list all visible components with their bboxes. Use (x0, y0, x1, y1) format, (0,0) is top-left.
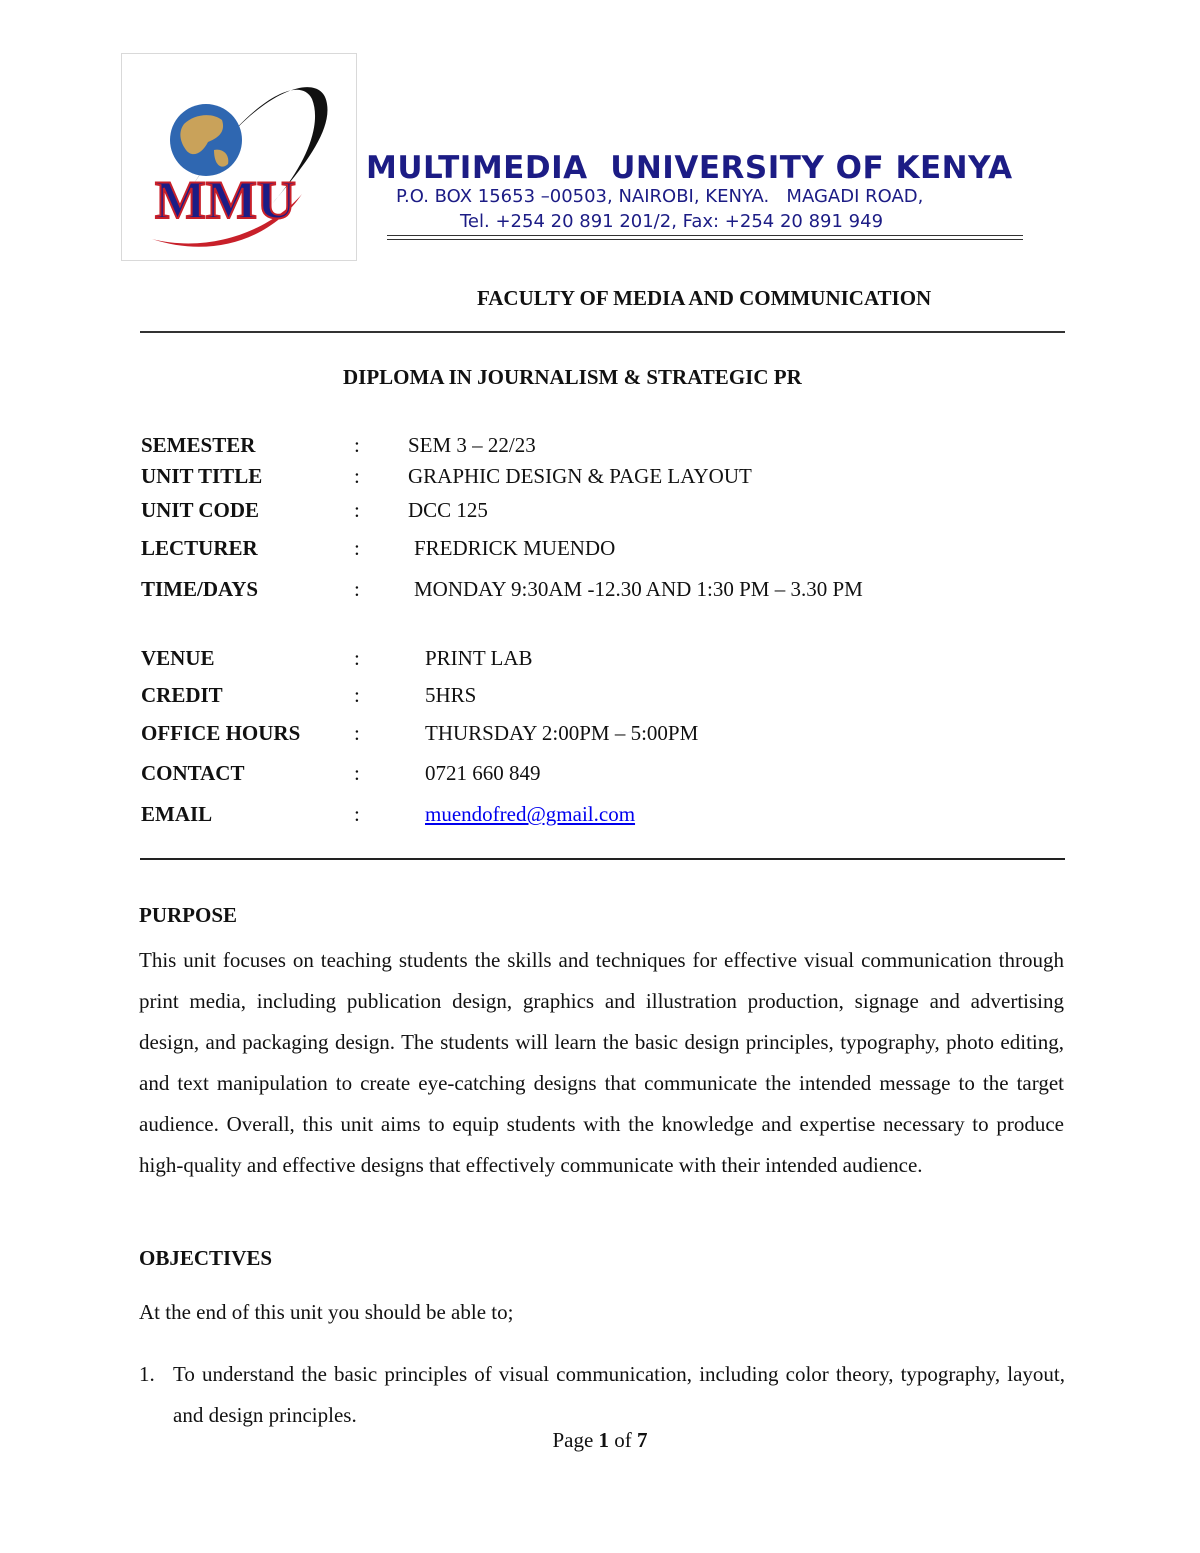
total-pages-number: 7 (637, 1428, 648, 1452)
email-link[interactable]: muendofred@gmail.com (425, 802, 636, 826)
info-colon: : (354, 464, 360, 488)
info-colon: : (354, 498, 360, 522)
university-name: MULTIMEDIA UNIVERSITY OF KENYA (366, 150, 1013, 186)
info-label: LECTURER (141, 536, 258, 560)
info-value: DCC 125 (408, 498, 488, 522)
info-label: EMAIL (141, 802, 213, 826)
info-colon: : (354, 683, 360, 707)
info-label: CREDIT (141, 683, 223, 707)
purpose-paragraph: This unit focuses on teaching students the skills and techniques for effective visual communication through print media, including publication design, graphics and illustration production, signage and advertising design, and packaging design. The students will learn the basic design principles, typography, photo editing, and text manipulation to create eye-catching designs that communicate the intended message to the target audience. Overall, this unit aims to equip students with the knowledge and expertise necessary to produce high-quality and effective designs that effectively communicate with their intended audience. (139, 948, 1064, 1177)
logo-text: MMU (155, 170, 296, 230)
university-address: P.O. BOX 15653 –00503, NAIROBI, KENYA. MAGADI ROAD, (396, 186, 924, 207)
info-value: 5HRS (425, 683, 477, 707)
objectives-heading: OBJECTIVES (139, 1246, 273, 1270)
info-colon: : (354, 433, 360, 457)
info-label: OFFICE HOURS (141, 721, 301, 745)
info-label: UNIT TITLE (141, 464, 263, 488)
current-page-number: 1 (598, 1428, 610, 1452)
info-value: GRAPHIC DESIGN & PAGE LAYOUT (408, 464, 752, 488)
info-colon: : (354, 721, 360, 745)
info-label: VENUE (141, 646, 215, 670)
university-contact-line: Tel. +254 20 891 201/2, Fax: +254 20 891 949 (460, 211, 884, 232)
info-colon: : (354, 577, 360, 601)
info-value: MONDAY 9:30AM -12.30 AND 1:30 PM – 3.30 PM (414, 577, 863, 601)
info-label: TIME/DAYS (141, 577, 259, 601)
info-value: THURSDAY 2:00PM – 5:00PM (425, 721, 699, 745)
mmu-logo-graphic (122, 54, 358, 262)
of-word: of (614, 1428, 632, 1452)
page-footer (0, 1428, 1200, 1453)
objective-text: To understand the basic principles of visual communication, including color theory, typography, layout, and design principles. (173, 1362, 1065, 1427)
info-value: 0721 660 849 (425, 761, 541, 785)
page-word: Page (552, 1428, 594, 1452)
info-colon: : (354, 761, 360, 785)
header-divider-top (387, 235, 1023, 236)
info-value: SEM 3 – 22/23 (408, 433, 536, 457)
info-label: SEMESTER (141, 433, 256, 457)
info-label: UNIT CODE (141, 498, 260, 522)
program-title: DIPLOMA IN JOURNALISM & STRATEGIC PR (343, 365, 802, 389)
info-value: FREDRICK MUENDO (414, 536, 616, 560)
objective-item (139, 1354, 1065, 1436)
info-colon: : (354, 802, 360, 826)
objectives-intro: At the end of this unit you should be able to; (139, 1300, 514, 1324)
header-divider-bottom (387, 239, 1023, 240)
faculty-divider (140, 331, 1065, 333)
objectives-list (139, 1354, 1065, 1436)
university-logo (121, 53, 357, 261)
info-label: CONTACT (141, 761, 245, 785)
purpose-heading: PURPOSE (139, 903, 238, 927)
info-colon: : (354, 646, 360, 670)
objective-number: 1. (139, 1362, 155, 1386)
info-colon: : (354, 536, 360, 560)
info-divider (140, 858, 1065, 860)
info-value: PRINT LAB (425, 646, 533, 670)
